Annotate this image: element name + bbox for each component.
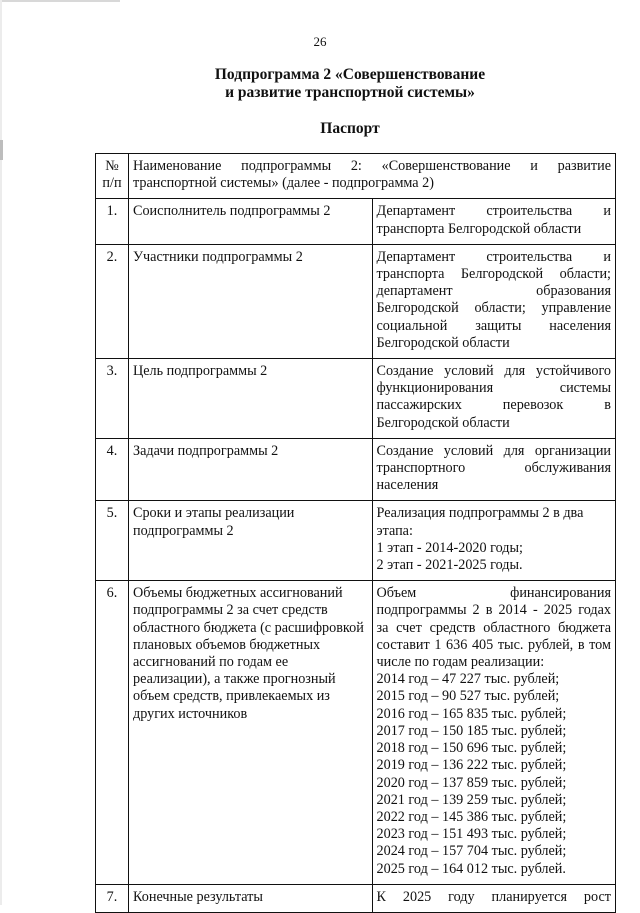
funding-year-line: 2025 год – 164 012 тыс. рублей. (376, 860, 566, 877)
table-row (96, 199, 616, 244)
page-number: 26 (313, 34, 327, 49)
row-num: 3. (96, 359, 129, 439)
table-row (96, 501, 616, 581)
row-value (372, 501, 616, 581)
row-value: Создание условий для устойчивого функционирования системы пассажирских перевозок в Белгородской области (372, 359, 616, 439)
table-row (96, 581, 616, 884)
row-num: 5. (96, 501, 129, 581)
results-text (377, 889, 612, 906)
row-value: Создание условий для организации транспортного обслуживания населения (372, 438, 616, 501)
funding-year-line: 2022 год – 145 386 тыс. рублей; (376, 808, 567, 825)
row-name: Цель подпрограммы 2 (129, 359, 373, 439)
row-name: Задачи подпрограммы 2 (129, 438, 373, 501)
title-line-2: и развитие транспортной системы» (225, 84, 475, 101)
funding-year-line: 2019 год – 136 222 тыс. рублей; (376, 757, 567, 774)
header-name-cell: Наименование подпрограммы 2: «Совершенствование и развитие транспортной системы» (далее - подпрограмма 2) (129, 154, 616, 199)
row-name: Конечные результаты (129, 884, 373, 912)
row-num: 1. (96, 199, 129, 244)
row-value (372, 884, 616, 912)
stage-line: Реализация подпрограммы 2 в два этапа: (376, 505, 584, 539)
title-line-1: Подпрограмма 2 «Совершенствование (214, 66, 486, 83)
results-word: К (376, 888, 386, 905)
results-word: рост (583, 888, 611, 905)
scan-mark (0, 140, 3, 160)
funding-year-line: 2015 год – 90 527 тыс. рублей; (376, 688, 560, 705)
funding-year-line: 2020 год – 137 859 тыс. рублей; (376, 774, 567, 791)
results-word: планируется (491, 888, 567, 905)
table-row (96, 359, 616, 439)
passport-table (95, 153, 616, 913)
row-value: Департамент строительства и транспорта Белгородской области (372, 199, 616, 244)
table-header-row (96, 154, 616, 199)
table-row (96, 244, 616, 358)
row-name: Объемы бюджетных ассигнований подпрограммы 2 за счет средств областного бюджета (с расшифровкой плановых объемов бюджетных ассигнований по годам ее реализации), а также прогнозный объем средств, привлекаемых из других источников (129, 581, 373, 884)
row-value (372, 581, 616, 884)
results-word: 2025 (402, 888, 432, 905)
passport-heading: Паспорт (320, 120, 380, 137)
row-name: Сроки и этапы реализации подпрограммы 2 (129, 501, 373, 581)
funding-year-line: 2016 год – 165 835 тыс. рублей; (376, 705, 567, 722)
scan-edge-top (0, 0, 120, 2)
results-word: году (448, 888, 475, 905)
row-num: 4. (96, 438, 129, 501)
header-num-cell: № п/п (96, 154, 129, 199)
row-num: 6. (96, 581, 129, 884)
table-row (96, 438, 616, 501)
funding-year-line: 2024 год – 157 704 тыс. рублей; (376, 843, 567, 860)
table-row (96, 884, 616, 912)
row-num: 2. (96, 244, 129, 358)
row-value: Департамент строительства и транспорта Белгородской области; департамент образования Белгородской области; управление социальной защиты населения Белгородской области (372, 244, 616, 358)
funding-year-line: 2018 год – 150 696 тыс. рублей; (376, 740, 567, 757)
row-name: Соисполнитель подпрограммы 2 (129, 199, 373, 244)
stage-line: 2 этап - 2021-2025 годы. (376, 557, 523, 574)
funding-year-line: 2014 год – 47 227 тыс. рублей; (376, 671, 560, 688)
funding-intro: Объем финансирования подпрограммы 2 в 2014 - 2025 годах за счет средств областного бюджета составит 1 636 405 тыс. рублей, в том числе по годам реализации: (376, 585, 611, 671)
funding-year-line: 2023 год – 151 493 тыс. рублей; (376, 826, 567, 843)
row-name: Участники подпрограммы 2 (129, 244, 373, 358)
document-title (0, 66, 640, 102)
funding-year-line: 2021 год – 139 259 тыс. рублей; (376, 791, 567, 808)
row-num: 7. (96, 884, 129, 912)
stage-line: 1 этап - 2014-2020 годы; (376, 539, 523, 556)
funding-year-line: 2017 год – 150 185 тыс. рублей; (376, 722, 567, 739)
